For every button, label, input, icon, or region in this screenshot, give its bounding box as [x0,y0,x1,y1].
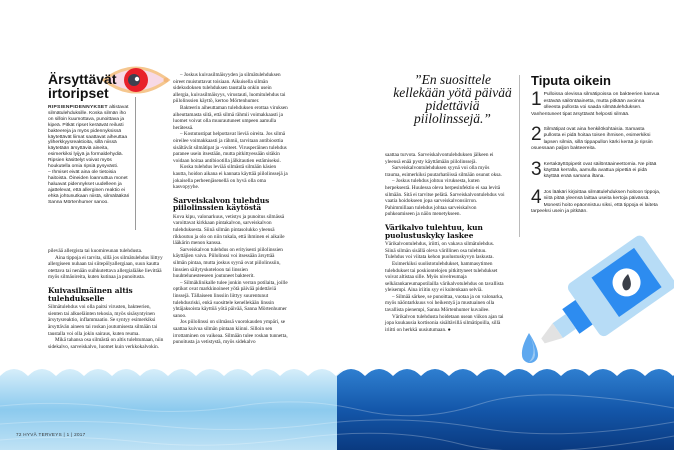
pull-quote: ”En suosittele kellekään yötä päivää pidettäviä piilolinssejä.” [393,72,512,126]
tip-number: 2 [531,124,542,146]
paragraph: Silmätulehdus voi olla paitsi virusten, bakteerien, sienten tai alkueläinten tekosia, myös sisäsyntyinen ärsytysreaktio, inflammaatio. Se syntyy esimerkiksi ärsyttävän aineen tai roskan joutumisesta silmään tai taustalla voi olla jokin sairaus, kuten reuma. [48,304,158,337]
tip-text: Kertakäyttöpipetit ovat säilöntäaineettomia. Ne pitää käyttää kerralla, aamulla avattua pipettiä ei pidä käyttää enää samana iltana. [543,161,657,180]
paragraph: Bakteerin aiheuttaman tulehduksen erottaa viruksen aiheuttamasta siitä, että silmä rähmii voimakkaasti ja luomet voivat olla muurautuneet umpeen aamulla herätessä. [173,104,288,131]
paragraph: – Kostutustipat helpottavat lieviä oireita. Jos silmä oireilee voimakkaasti ja rähmii, tarvitaan antibioottia sisältävät silmätipat ja -voiteet. Virusperäinen tulehdus paranee usein itsestään, mutta pitkittyessään sitäkin voidaan hoitaa antibiootilla jälkitautien estämiseksi. [173,131,287,164]
paragraph: Värikalvontulehdus, iriitti, on vakava silmätulehdus. Siinä silmän sisällä oleva värillinen osa tulehtuu. Tulehdus voi viitata kehon puolustuskyvyn laskusta. [385,241,495,261]
paragraph: Jos piilolinssi on silmässä vuorokauden ympäri, se saattaa kuivua silmän pintaan kiinni. Silloin sen irrottaminen on vaikeaa. Silmään tulee roskan tunnetta, punoitusta ja vetistystä, myös sidekalvo [173,319,288,346]
tip-item [531,158,661,181]
column-c [385,152,505,333]
paragraph: Mikä tahansa osa silmästä on altis tulehtumaan, niin sidekalvo, sarveiskalvo, luomet kuin verkkokalvokin. [48,337,164,350]
paragraph: Värikalvon tulehdusta hoidetaan usean viikon ajan tai jopa kuukausia kortisonia sisältävillä silmätipoilla, sillä iriitti on herkkä uusiutumaan. [385,313,504,333]
title-line: Ärsyttävät [48,71,117,87]
divider-line [135,97,136,230]
section-heading: Sarveiskalvon tulehdus piilolinssien käytöstä [173,195,270,213]
tip-text: Jos lääkäri kirjoittaa silmätulehduksen hoitoon tippoja, niitä pitää yleensä laittaa useita kertoja päivässä. Monesti hoito epäonnistuu siksi, että tippoja ei laiteta tarpeeksi usein ja pitkään. [531,189,661,215]
tip-item [531,124,661,153]
sidebar-article [48,105,131,205]
tip-item [531,89,661,118]
paragraph: Kova kipu, valonarkuus, vetistys ja punoitus silmässä varoittavat kirkkaan pintakalvon, sarveiskalvon tulehduksesta. Siinä silmän pintasolukko yleensä rikkoutuu ja olo on niin tukala, että ihminen ei aikaile lääkärin menon kanssa. [173,213,285,247]
paragraph: pilevää allergista tai kuomireunan tulehdusta. [48,248,143,254]
paragraph: – Joskus tulehdus johtuu viruksesta, kuten herpeksestä. Huulessa oleva herpesinfektio ei saa levitä silmään. Sitä ei tarvitse pelätä. Sarveiskalvontulehdus voi vaatia hoidokseen jopa sarveiskalvonsiirron. Pahimmillaan tulehdus johtaa sarveiskalvon puhkeamiseen ja näön menetykseen. [385,178,505,218]
column-a [48,248,164,350]
tips-sidebar [531,73,661,225]
paragraph: – Ihmiset eivät aina ole tietoisia haitoista. Öineiden loannuttua monet haluavat pidennykset uudelleen ja ajattelevat, että allerginen reaktio ei ehkä johtunutkaan niistä, silmälääkäri Sanna Mörtenhumer sanoo. [48,169,130,205]
water-image [0,366,674,450]
paragraph: – Joskus kuivasilmäisyyden ja silmätulehduksen oireet muistuttavat toisiaan. Aikuisella silmän sidekudoksen tulehduksen taustalla onkin usein allergia, kuivasilmäisyys, virustauti, luomitulehdus tai piilolinssien käyttö, kertoo Mörtenhumer. [173,72,286,105]
end-mark: ● [447,326,451,333]
paragraph: Aina tippoja ei tarvita, sillä jos silmätulehdus liittyy allergiseen nuhaan tai siitepölyallergiaan, suun kautta otettava tai nenään suihkutettava allergialääke lievittää myös silmäoireita, kuten kutinaa ja punoitusta. [48,254,163,281]
paragraph: Koska tulehdus leviää silmästä silmään käsien kautta, hoidon aikana ei kannata käyttää piilolinssejä ja jokaisella perheenjäsenellä on hyvä olla oma kasvopyyhe. [173,164,288,191]
paragraph: saattaa turvota. Sarveiskalvontulehduksen jälkeen ei yleensä enää pysty käyttämään piilolinssejä. [385,152,494,165]
sidebar-title: Tiputa oikein [531,73,611,88]
paragraph: altistavat silmätulehduksille. Koska silmän iho on silloin kuumottava, punoittava ja kipeä. Pitkät ripset keräävät reilusti bakteereja ja myös pidennyksissä käytettävät liimat saattavat aiheuttaa yliherkkyysreaktioita, sillä niissä käytetään ärsyttäviä aineita, esimerkiksi lyijyä ja formaldehydiä. Ripsien käsittelyt voivat myös houkutella omia ripsiä pysyvästi. [48,105,129,170]
section-heading: Värikalvo tulehtuu, kun puolustuskyky laskee [385,222,483,240]
tip-text: Pulloissa olevissa silmätipoissa on bakteerien kasvua estävää säilöntäainetta, mutta pitkään avoinna olleesta pullosta voi saada silmätulehduksen. Vanhentuneet tipat ärsyttävät helposti silmää. [531,92,660,117]
paragraph: – Silmäklinikalle tulee jonkin verran potilaita, joille optikot ovat markkinoineet yötä päivää pidettäviä linssejä. Tällaiseen linssiin liittyy suurentunut tulehdusriski, enkä suosittele kenellekään linssin yhtäjaksoista käyttöä yötä päivää, Sanna Mörtenhumer sanoo. [173,279,288,319]
article-sidebar-title [48,72,116,100]
title-line: irtoripset [48,85,109,101]
tip-item [531,186,661,216]
tip-number: 4 [531,186,542,208]
tip-text: Silmätipat ovat aina henkilökohtaisia. Samasta pullosta ei pidä hoitaa toisen ihmisen, esimerkiksi lapsen silmiä, sillä tippapullon kärki kerää jo ripsiin osuessaan paljon bakteereita. [531,127,653,152]
column-b [173,72,289,346]
tip-number: 1 [531,89,542,111]
paragraph: Esimerkiksi suolistotulehdukset, hammasytimen tulehdukset tai poskiontelojen pitkittyneet tulehdukset voivat altistaa sille. Myös nivelreumaja selkärankareumapotilailla värikalvotulehdus on tavallista yleisempi. Aina iriitin syy ei kuitenkaan selviä. [385,260,504,294]
section-heading: Kuivasilmäinen altis tulehdukselle [48,285,133,303]
paragraph: Sarveiskalvon tulehdus on erityisesti piilolinssien käyttäjien vaiva. Piilolinssi voi itsessään ärsyttää silmän pintaa, mutta joskus syynä ovat piilolinssiin, linssien säilytyskoteloon tai linssien huuhtelunesteeseen joutuneet bakteerit. [173,246,283,280]
lead-word: RIPSIENPIDENNYKSET [48,105,108,110]
tip-number: 3 [531,158,542,180]
eye-drop-bottle-illustration [505,235,674,370]
paragraph: Sarveiskalvontulehduksen syynä voi olla myös trauma, esimerkiksi puutarhatöissä silmään osunut oksa. [385,165,502,178]
page-footer: 72 HYVÄ TERVEYS | 1 | 2017 [16,432,86,437]
sidebar-divider [519,75,520,237]
paragraph: – Silmää särkee, se punoittaa, vuotaa ja on valonarka, myös näöntarkkuus voi heikentyä ja mustuainen olla tavallista pienempi, Sanna Mörtenhumer kuvailee. [385,293,504,314]
